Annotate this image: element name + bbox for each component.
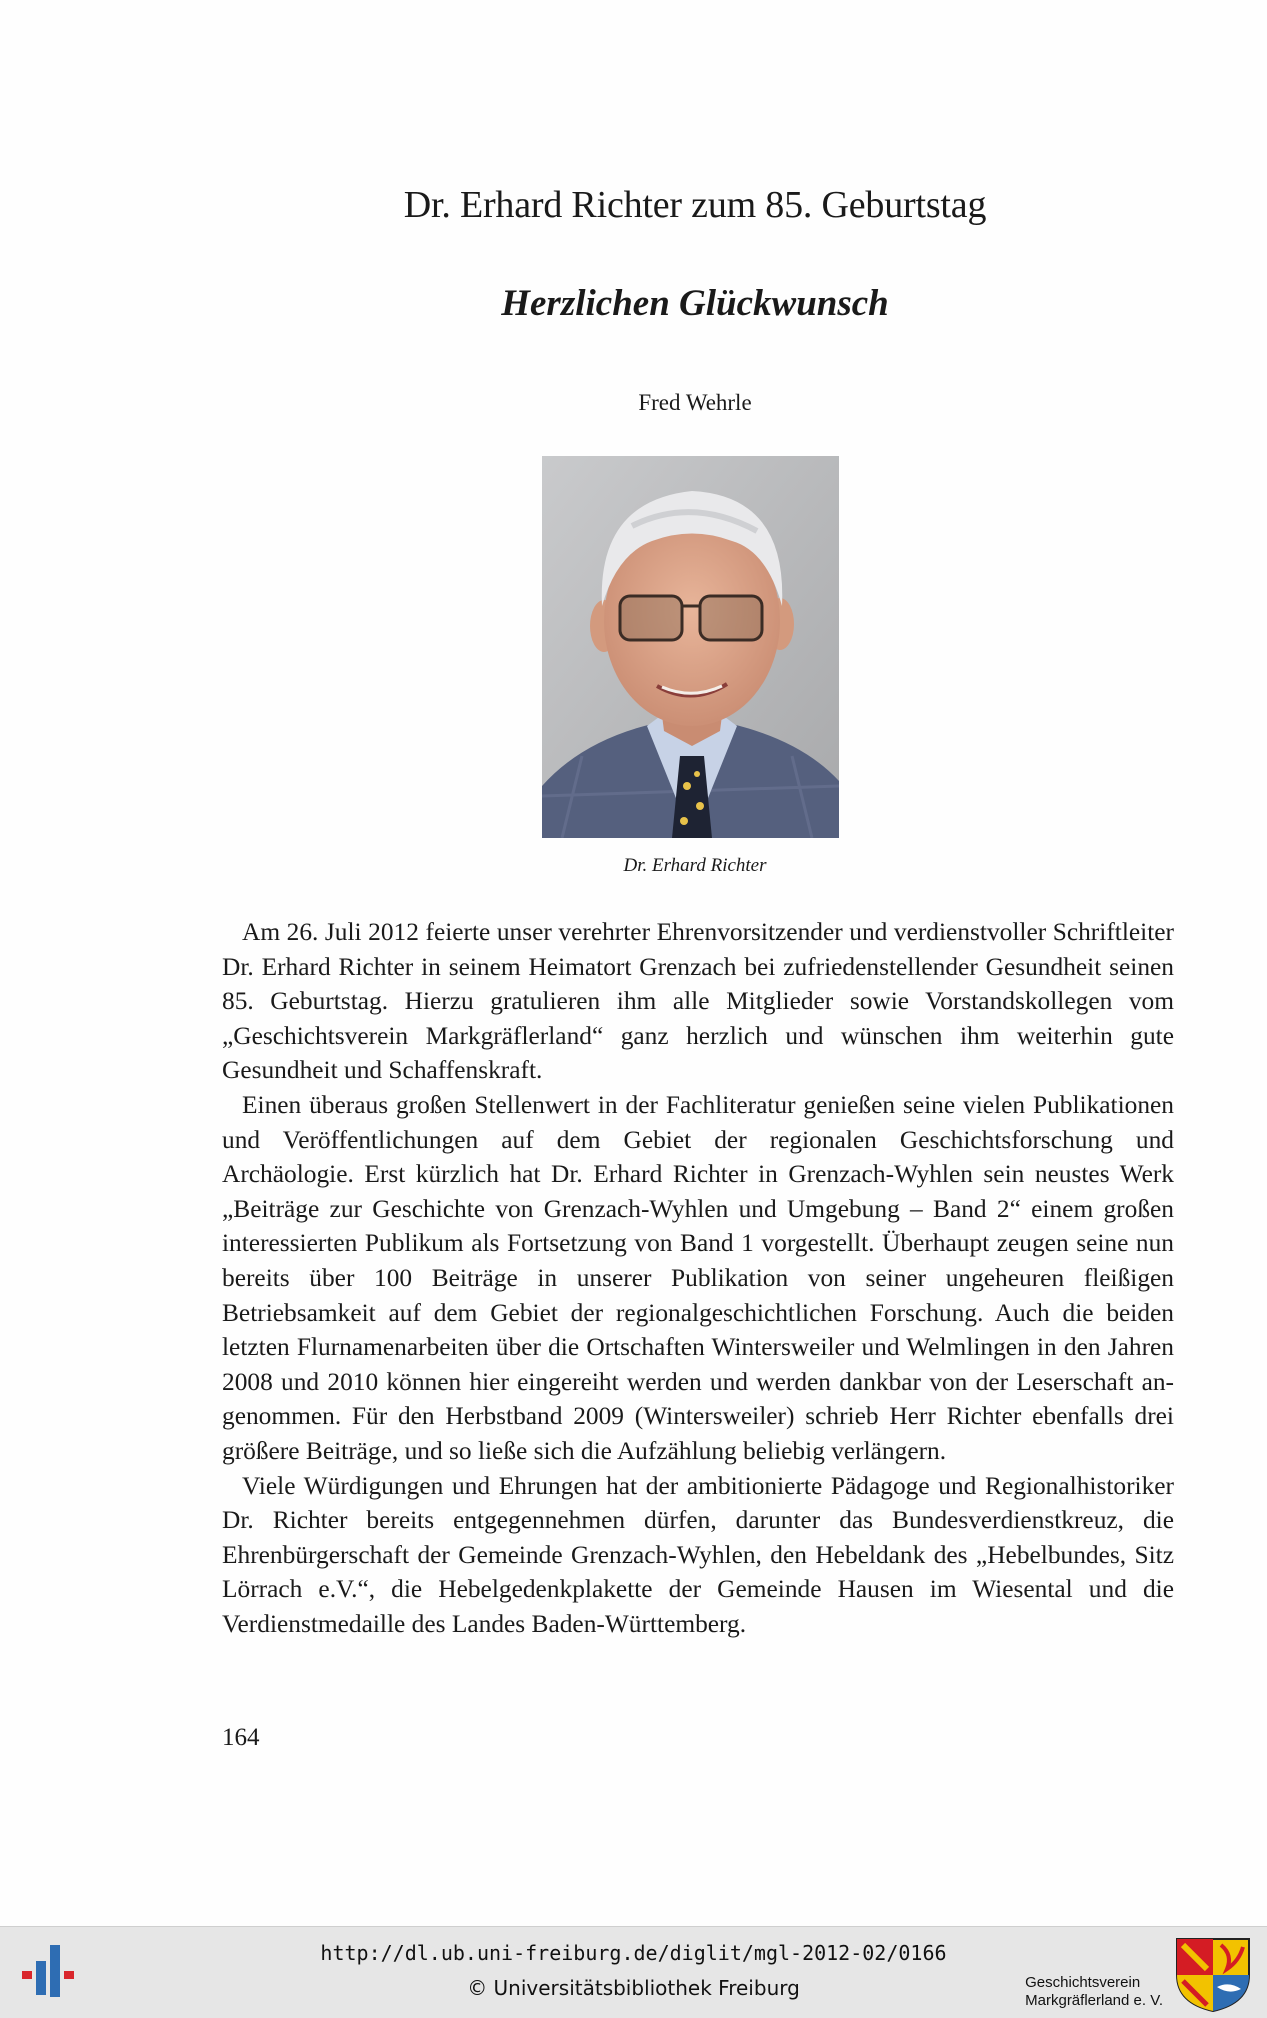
photo-caption: Dr. Erhard Richter (623, 855, 767, 876)
paragraph: Viele Würdigungen und Ehrungen hat der ambitionierte Pädagoge und Regionalhistoriker Dr. Richter bereits entgegennehmen dürfen, darunter das Bundesverdienstkreuz, die Ehrenbürgerschaft der Gemeinde Grenzach-Wyhlen, den Hebeldank des „Hebelbundes, Sitz Lörrach e.V.“, die Hebelgedenkplakette der Gemeinde Hausen im Wiesental und die Verdienstmedaille des Landes Baden-Württemberg. (222, 1471, 1174, 1638)
society-name-line2: Markgräflerland e. V. (1025, 1992, 1163, 2009)
coat-of-arms-icon (1173, 1935, 1253, 2013)
article-body (222, 915, 1174, 1641)
library-footer-bar (0, 1926, 1267, 2018)
article-title: Dr. Erhard Richter zum 85. Geburtstag (403, 184, 987, 226)
article-subtitle: Herzlichen Glückwunsch (501, 283, 889, 324)
paragraph: Einen überaus großen Stellenwert in der Fachliteratur genießen seine vielen Publikationen und Veröffentlichungen auf dem Gebiet der regionalen Geschichtsforschung und Archäologie. Erst kürzlich hat Dr. Erhard Richter in Grenzach-Wyhlen sein neustes Werk „Beiträge zur Geschichte von Grenzach-Wyhlen und Umgebung – Band 2“ einem großen interessierten Publikum als Fortsetzung von Band 1 vorgestellt. Überhaupt zeugen seine nun bereits über 100 Beiträge in unserer Publikation von seiner ungeheuren fleißigen Betriebsamkeit auf dem Gebiet der regionalgeschichtlichen Forschung. Auch die beiden letzten Flurnamenarbeiten über die Ortschaften Wintersweiler und Welmlingen in den Jahren 2008 und 2010 können hier eingereiht werden und werden dankbar von der Leserschaft angenommen. Für den Herbstband 2009 (Wintersweiler) schrieb Herr Richter ebenfalls drei größere Beiträge, und so ließe sich die Aufzählung beliebig verlängern. (222, 1090, 1174, 1465)
page-number: 164 (222, 1724, 260, 1751)
paragraph: Am 26. Juli 2012 feierte unser verehrter Ehrenvorsitzender und verdienstvoller Schriftleiter Dr. Erhard Richter in seinem Heimatort Grenzach bei zufriedenstellender Gesundheit seinen 85. Geburtstag. Hierzu gratulieren ihm alle Mitglieder sowie Vorstandskollegen vom „Geschichtsverein Markgräflerland“ ganz herzlich und wünschen ihm weiterhin gute Gesundheit und Schaffenskraft. (222, 918, 1174, 1085)
permalink-url[interactable]: http://dl.ub.uni-freiburg.de/diglit/mgl-2012-02/0166 (320, 1941, 947, 1965)
society-name-line1: Geschichtsverein (1025, 1974, 1141, 1991)
society-name (1025, 1974, 1163, 2010)
article-author: Fred Wehrle (638, 390, 752, 415)
portrait-photo (542, 456, 839, 838)
portrait-illustration (542, 456, 839, 838)
copyright-notice: © Universitätsbibliothek Freiburg (467, 1976, 800, 2000)
